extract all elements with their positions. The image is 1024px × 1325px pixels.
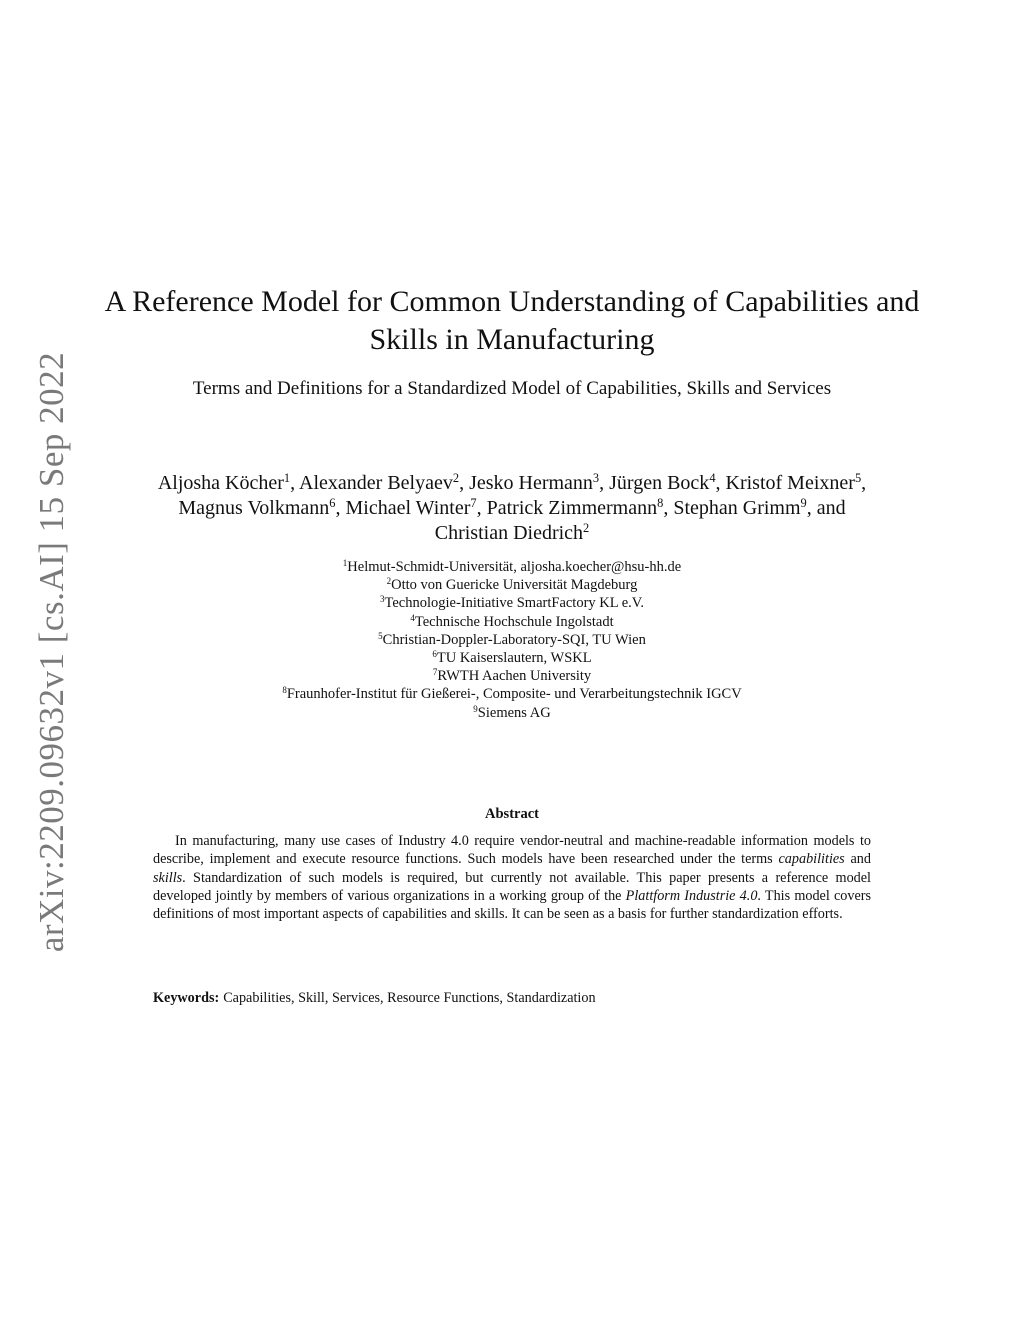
author: Christian Diedrich$^2$	[434, 521, 590, 544]
author: Magnus Volkmann$^6$,	[178, 496, 346, 519]
arxiv-identifier-stamp: arXiv:2209.09632v1 [cs.AI] 15 Sep 2022	[32, 351, 71, 953]
abstract-heading: Abstract	[485, 806, 539, 822]
affiliation: $^3$Technologie-Initiative SmartFactory KL e.V.	[379, 594, 644, 612]
author-list	[110, 471, 914, 546]
author-affiliation-marker: 9	[800, 496, 807, 511]
author-affiliation-marker: 8	[657, 496, 664, 511]
author-affiliation-marker: 2	[583, 521, 590, 536]
affiliation: $^7$RWTH Aachen University	[432, 667, 592, 685]
affiliation: $^1$Helmut-Schmidt-Universität, aljosha.koecher@hsu-hh.de	[342, 558, 682, 575]
keywords-label: Keywords:	[153, 990, 220, 1006]
affiliation: $^4$Technische Hochschule Ingolstadt	[410, 612, 614, 630]
keywords-section	[153, 989, 871, 1007]
paper-subtitle: Terms and Definitions for a Standardized Model of Capabilities, Skills and Services	[192, 378, 832, 399]
author: Jesko Hermann$^3$,	[469, 471, 610, 494]
author: Kristof Meixner$^5$,	[725, 471, 867, 494]
author-affiliation-marker: 7	[470, 496, 477, 511]
abstract-emphasis: capabilities	[778, 851, 845, 868]
author: Jürgen Bock$^4$,	[609, 471, 726, 494]
affiliation: $^9$Siemens AG	[473, 703, 551, 721]
author: Aljosha Köcher$^1$,	[157, 471, 300, 494]
author: Alexander Belyaev$^2$,	[299, 471, 470, 494]
affiliation: $^2$Otto von Guericke Universität Magdeburg	[386, 576, 638, 594]
author-affiliation-marker: 1	[283, 471, 291, 486]
paper-title: A Reference Model for Common Understanding of Capabilities and Skills in Manufacturing	[104, 285, 920, 356]
author-affiliation-marker: 3	[592, 471, 600, 486]
affiliation-list	[190, 558, 834, 722]
author-affiliation-marker: 5	[854, 471, 862, 486]
author-affiliation-marker: 4	[709, 471, 716, 486]
abstract-emphasis: Plattform Industrie 4.0	[625, 887, 758, 904]
keywords-text: Capabilities, Skill, Services, Resource Functions, Standardization	[223, 990, 596, 1006]
author: Patrick Zimmermann$^8$,	[486, 496, 674, 519]
abstract-emphasis: skills	[153, 869, 183, 886]
affiliation: $^5$Christian-Doppler-Laboratory-SQI, TU Wien	[378, 630, 646, 648]
affiliation: $^6$TU Kaiserslautern, WSKL	[432, 649, 592, 667]
author-affiliation-marker: 6	[329, 496, 336, 511]
author: Michael Winter$^7$,	[345, 496, 487, 519]
author-affiliation-marker: 2	[452, 471, 460, 486]
affiliation: $^8$Fraunhofer-Institut für Gießerei-, Composite- und Verarbeitungstechnik IGCV	[282, 685, 742, 703]
abstract-text: In manufacturing, many use cases of Industry 4.0 require vendor-neutral and machine-readable information models to describe, implement and execute resource functions. Such models have been researched under the terms capabilities and skills. Standardization of such models is required, but currently not available. This paper presents a reference model developed jointly by members of various organizations in a working group of the Plattform Industrie 4.0. This model covers definitions of most important aspects of capabilities and skills. It can be seen as a basis for further standardization efforts.	[153, 833, 872, 923]
author: Stephan Grimm$^9$, and	[673, 496, 846, 519]
